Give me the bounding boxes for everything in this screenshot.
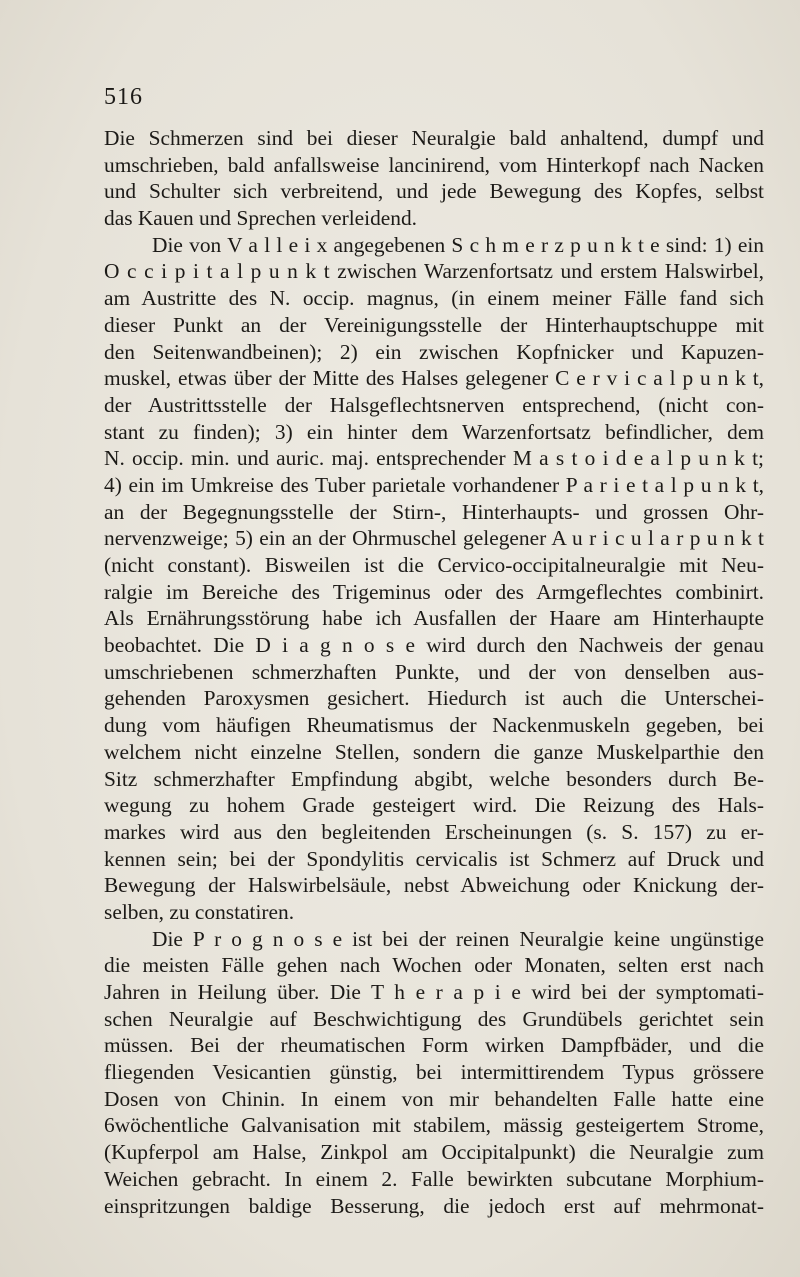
text-line: einspritzungen baldige Besserung, die jedoch erst auf mehrmonat-: [104, 1193, 764, 1218]
text-line: nervenzweige; 5) ein an der Ohrmuschel gelegener A u r i c u l a r p u n k t: [104, 526, 764, 551]
text-line: Als Ernährungsstörung habe ich Ausfallen der Haare am Hinterhaupte: [104, 606, 764, 631]
text-line: und Schulter sich verbreitend, und jede Bewegung des Kopfes, selbst: [104, 179, 764, 204]
text-line: O c c i p i t a l p u n k t zwischen Warzenfortsatz und erstem Halswirbel,: [104, 259, 764, 284]
text-line: beobachtet. Die D i a g n o s e wird durch den Nachweis der genau: [104, 633, 764, 658]
text-line: umschriebenen schmerzhaften Punkte, und der von denselben aus-: [104, 659, 764, 684]
text-line: Die von V a l l e i x angegebenen S c h m e r z p u n k t e sind: 1) ein: [152, 232, 764, 257]
text-line: schen Neuralgie auf Beschwichtigung des Grundübels gerichtet sein: [104, 1006, 764, 1031]
text-line: fliegenden Vesicantien günstig, bei intermittirendem Typus grössere: [104, 1060, 764, 1085]
text-line: Dosen von Chinin. In einem von mir behandelten Falle hatte eine: [104, 1086, 764, 1111]
text-line: umschrieben, bald anfallsweise lancinirend, vom Hinterkopf nach Nacken: [104, 152, 764, 177]
text-line: Bewegung der Halswirbelsäule, nebst Abweichung oder Knickung der-: [104, 873, 764, 898]
text-line: kennen sein; bei der Spondylitis cervicalis ist Schmerz auf Druck und: [104, 846, 764, 871]
text-line: selben, zu constatiren.: [104, 899, 295, 924]
text-line: die meisten Fälle gehen nach Wochen oder Monaten, selten erst nach: [104, 953, 764, 978]
text-line: 4) ein im Umkreise des Tuber parietale vorhandener P a r i e t a l p u n k t,: [104, 472, 764, 497]
text-line: am Austritte des N. occip. magnus, (in einem meiner Fälle fand sich: [104, 286, 764, 311]
text-line: 6wöchentliche Galvanisation mit stabilem, mässig gesteigertem Strome,: [104, 1113, 764, 1138]
text-line: (nicht constant). Bisweilen ist die Cervico-occipitalneuralgie mit Neu-: [104, 553, 764, 577]
text-line: muskel, etwas über der Mitte des Halses gelegener C e r v i c a l p u n k t,: [104, 366, 764, 391]
body-text: [104, 125, 764, 1219]
page-number: 516: [104, 84, 143, 110]
text-line: das Kauen und Sprechen verleidend.: [104, 206, 418, 231]
text-line: stant zu finden); 3) ein hinter dem Warzenfortsatz befindlicher, dem: [104, 419, 764, 444]
text-line: dieser Punkt an der Vereinigungsstelle der Hinterhauptschuppe mit: [104, 312, 764, 337]
text-line: müssen. Bei der rheumatischen Form wirken Dampfbäder, und die: [104, 1033, 764, 1058]
text-line: N. occip. min. und auric. maj. entsprechender M a s t o i d e a l p u n k t;: [104, 446, 764, 471]
text-line: den Seitenwandbeinen); 2) ein zwischen Kopfnicker und Kapuzen-: [104, 339, 764, 364]
text-line: ralgie im Bereiche des Trigeminus oder des Armgeflechtes combinirt.: [104, 579, 764, 604]
text-line: markes wird aus den begleitenden Erscheinungen (s. S. 157) zu er-: [104, 819, 764, 844]
text-line: dung vom häufigen Rheumatismus der Nackenmuskeln gegeben, bei: [104, 713, 764, 738]
text-line: welchem nicht einzelne Stellen, sondern die ganze Muskelparthie den: [104, 739, 764, 764]
text-line: wegung zu hohem Grade gesteigert wird. Die Reizung des Hals-: [104, 793, 764, 818]
text-line: Die Schmerzen sind bei dieser Neuralgie bald anhaltend, dumpf und: [104, 126, 764, 150]
text-line: gehenden Paroxysmen gesichert. Hiedurch ist auch die Unterschei-: [104, 686, 764, 711]
text-line: Sitz schmerzhafter Empfindung abgibt, welche besonders durch Be-: [104, 766, 764, 791]
text-line: an der Begegnungsstelle der Stirn-, Hinterhaupts- und grossen Ohr-: [104, 499, 764, 524]
text-line: (Kupferpol am Halse, Zinkpol am Occipitalpunkt) die Neuralgie zum: [104, 1140, 764, 1165]
text-line: der Austrittsstelle der Halsgeflechtsnerven entsprechend, (nicht con-: [104, 392, 764, 417]
text-line: Die P r o g n o s e ist bei der reinen Neuralgie keine ungünstige: [152, 926, 764, 951]
text-line: Weichen gebracht. In einem 2. Falle bewirkten subcutane Morphium-: [104, 1166, 764, 1191]
text-line: Jahren in Heilung über. Die T h e r a p i e wird bei der symptomati-: [104, 980, 764, 1004]
